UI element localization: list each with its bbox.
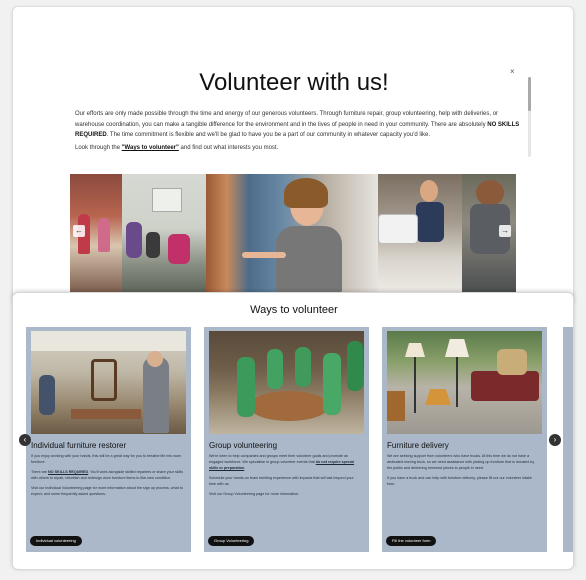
no-skills-text: NO SKILLS REQUIRED <box>75 121 520 138</box>
scrollbar-thumb[interactable] <box>528 77 531 111</box>
card-title: Group volunteering <box>209 441 278 450</box>
card-individual-restorer <box>26 327 191 552</box>
look-prefix: Look through the <box>75 145 122 151</box>
volunteer-page <box>12 6 574 306</box>
card-paragraph: Visit our Group Volunteering page for more information. <box>209 492 300 496</box>
card-group-volunteering <box>204 327 369 552</box>
card-body <box>387 453 539 491</box>
individual-volunteering-button[interactable]: Individual volunteering <box>30 536 82 546</box>
card-furniture-delivery <box>382 327 547 552</box>
ways-title: Ways to volunteer <box>250 304 338 316</box>
workshop-photo <box>31 331 186 434</box>
card-title: Individual furniture restorer <box>31 441 127 450</box>
delivery-photo <box>387 331 542 434</box>
strip-prev-button[interactable]: ← <box>75 226 83 235</box>
photo-woman-painting <box>206 174 378 294</box>
close-icon[interactable]: × <box>510 67 515 76</box>
page-scrollbar[interactable] <box>528 77 531 157</box>
card-paragraph: If you enjoy working with your hands, this will be a great way for you to breathe life into worn furniture. <box>31 454 182 464</box>
photo-sewing <box>378 174 462 294</box>
volunteer-photo-strip <box>70 174 516 294</box>
card-paragraph: We are seeking support from volunteers who have trucks. At this time we do not have a dedicated moving truck, so we need assistance with picking up furniture that is donated by the public and delivering renewed pieces to people in need. <box>387 454 535 470</box>
card-body <box>209 453 361 501</box>
card-paragraph: Schedule your hands-on team building experience with impacts that will last beyond your time with us. <box>209 476 354 486</box>
intro-tail: . The time commitment is flexible and we'll be glad to have you be a part of our community in whatever capacity you'd like. <box>106 132 431 138</box>
carousel-prev-button[interactable]: ‹ <box>19 434 31 446</box>
group-photo <box>209 331 364 434</box>
card-body <box>31 453 183 501</box>
look-through-text <box>75 145 520 151</box>
ways-link[interactable]: "Ways to volunteer" <box>121 145 179 151</box>
card-text: . <box>244 466 246 470</box>
card-text: . You'll work alongside skilled repairers or share your skills with others to repair, refurbish and redesign worn furniture items to like-new condition. <box>31 470 183 480</box>
look-suffix: and find out what interests you most. <box>178 145 279 151</box>
card-paragraph: Visit our Individual Volunteering page for more information about the sign up process, what to expect, and some frequently asked questions. <box>31 486 183 496</box>
card-paragraph <box>209 453 361 471</box>
intro-text: Our efforts are only made possible through the time and energy of our generous volunteers. Through furniture repair, group volunteering, help with deliveries, or warehouse coordination, you can make a tangible difference for the environment and in the lives of people in need in your community. There are absolutely <box>75 111 499 128</box>
strip-next-button[interactable]: → <box>501 226 509 235</box>
volunteer-form-button[interactable]: Fill the volunteer form <box>386 536 436 546</box>
page-title: Volunteer with us! <box>199 69 389 96</box>
next-card-peek <box>563 327 574 552</box>
card-title: Furniture delivery <box>387 441 449 450</box>
card-text: There are <box>31 470 49 474</box>
group-volunteering-button[interactable]: Group Volunteering <box>208 536 254 546</box>
card-paragraph: If you have a truck and can help with furniture delivery, please fill out our volunteer intake form. <box>387 476 532 486</box>
carousel-next-button[interactable]: › <box>549 434 561 446</box>
no-special-skills-text: do not require special skills or preparation <box>209 460 355 470</box>
card-text: We're keen to help companies and groups meet their volunteer goals and promote an engaged workforce. We specialise in group volunteer events that <box>209 454 349 464</box>
card-paragraph <box>31 469 183 481</box>
photo-meeting-room <box>122 174 206 294</box>
ways-to-volunteer-panel <box>12 292 574 570</box>
intro-paragraph <box>75 109 520 141</box>
no-skills-text: NO SKILLS REQUIRED <box>48 470 89 474</box>
